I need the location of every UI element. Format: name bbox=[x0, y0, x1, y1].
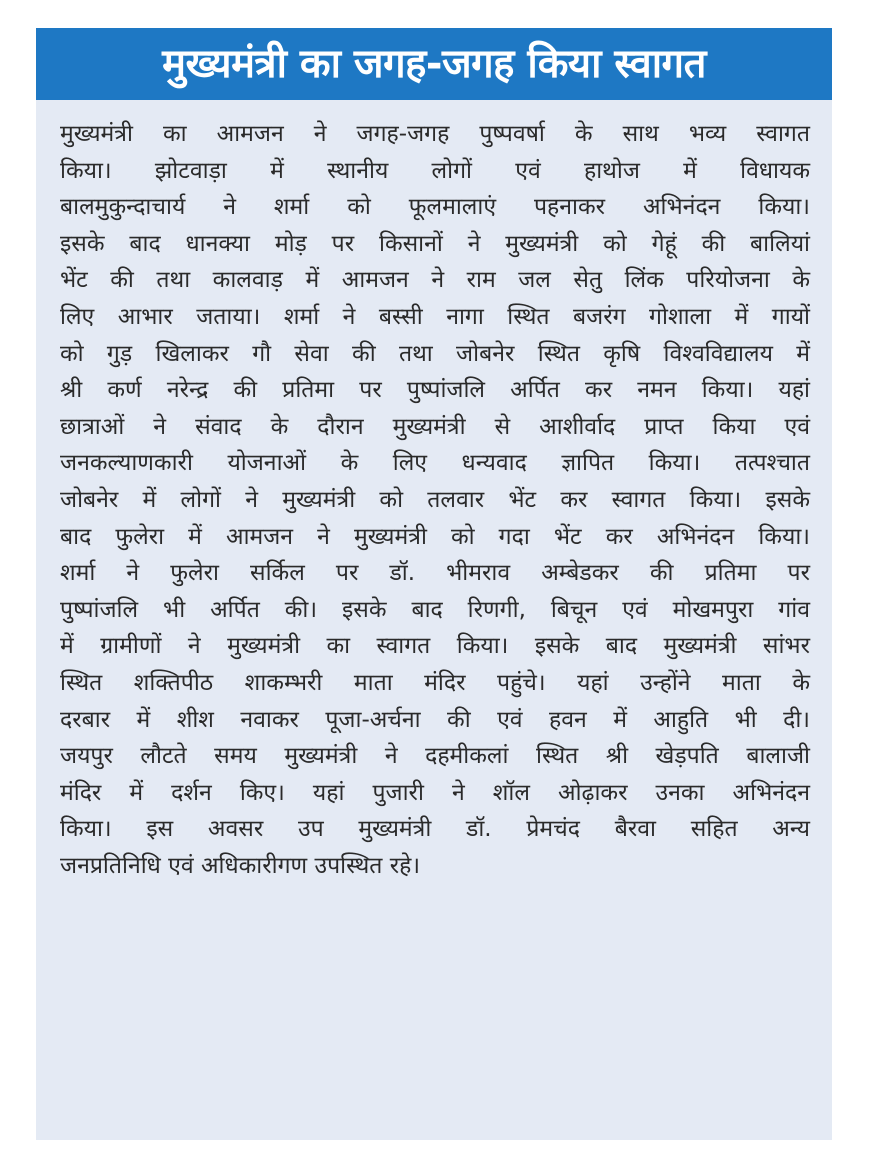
article-line: छात्राओं ने संवाद के दौरान मुख्यमंत्री से आशीर्वाद प्राप्त किया एवं bbox=[60, 413, 810, 440]
article-line: दरबार में शीश नवाकर पूजा-अर्चना की एवं हवन में आहुति भी दी। bbox=[60, 706, 810, 733]
article-line: को गुड़ खिलाकर गौ सेवा की तथा जोबनेर स्थित कृषि विश्वविद्यालय में bbox=[60, 340, 810, 367]
article-line: जोबनेर में लोगों ने मुख्यमंत्री को तलवार भेंट कर स्वागत किया। इसके bbox=[60, 486, 810, 513]
article-line: भेंट की तथा कालवाड़ में आमजन ने राम जल सेतु लिंक परियोजना के bbox=[60, 267, 810, 294]
headline: मुख्यमंत्री का जगह-जगह किया स्वागत bbox=[162, 41, 706, 87]
article-line: किया। झोटवाड़ा में स्थानीय लोगों एवं हाथोज में विधायक bbox=[60, 157, 810, 184]
article-line: बाद फुलेरा में आमजन ने मुख्यमंत्री को गदा भेंट कर अभिनंदन किया। bbox=[60, 523, 810, 550]
article-line: जनकल्याणकारी योजनाओं के लिए धन्यवाद ज्ञापित किया। तत्पश्चात bbox=[60, 450, 810, 477]
article-body bbox=[60, 116, 810, 884]
article-line: श्री कर्ण नरेन्द्र की प्रतिमा पर पुष्पांजलि अर्पित कर नमन किया। यहां bbox=[60, 377, 810, 404]
article-line: पुष्पांजलि भी अर्पित की। इसके बाद रिणगी, बिचून एवं मोखमपुरा गांव bbox=[60, 596, 810, 623]
headline-bar bbox=[36, 28, 832, 100]
article-line: जयपुर लौटते समय मुख्यमंत्री ने दहमीकलां स्थित श्री खेड़पति बालाजी bbox=[60, 743, 810, 770]
article-line: मुख्यमंत्री का आमजन ने जगह-जगह पुष्पवर्षा के साथ भव्य स्वागत bbox=[60, 121, 810, 147]
article-line: शर्मा ने फुलेरा सर्किल पर डॉ. भीमराव अम्बेडकर की प्रतिमा पर bbox=[60, 560, 810, 587]
article-line: लिए आभार जताया। शर्मा ने बस्सी नागा स्थित बजरंग गोशाला में गायों bbox=[60, 303, 810, 330]
article-line: इसके बाद धानक्या मोड़ पर किसानों ने मुख्यमंत्री को गेहूं की बालियां bbox=[60, 230, 810, 257]
article-line: मंदिर में दर्शन किए। यहां पुजारी ने शॉल ओढ़ाकर उनका अभिनंदन bbox=[60, 779, 810, 806]
article-line: में ग्रामीणों ने मुख्यमंत्री का स्वागत किया। इसके बाद मुख्यमंत्री सांभर bbox=[60, 633, 810, 660]
news-clipping bbox=[36, 28, 832, 1140]
article-line: किया। इस अवसर उप मुख्यमंत्री डॉ. प्रेमचंद बैरवा सहित अन्य bbox=[60, 816, 810, 843]
article-line: स्थित शक्तिपीठ शाकम्भरी माता मंदिर पहुंचे। यहां उन्होंने माता के bbox=[60, 669, 810, 696]
article-line: जनप्रतिनिधि एवं अधिकारीगण उपस्थित रहे। bbox=[60, 852, 421, 879]
article-line: बालमुकुन्दाचार्य ने शर्मा को फूलमालाएं पहनाकर अभिनंदन किया। bbox=[60, 194, 810, 221]
